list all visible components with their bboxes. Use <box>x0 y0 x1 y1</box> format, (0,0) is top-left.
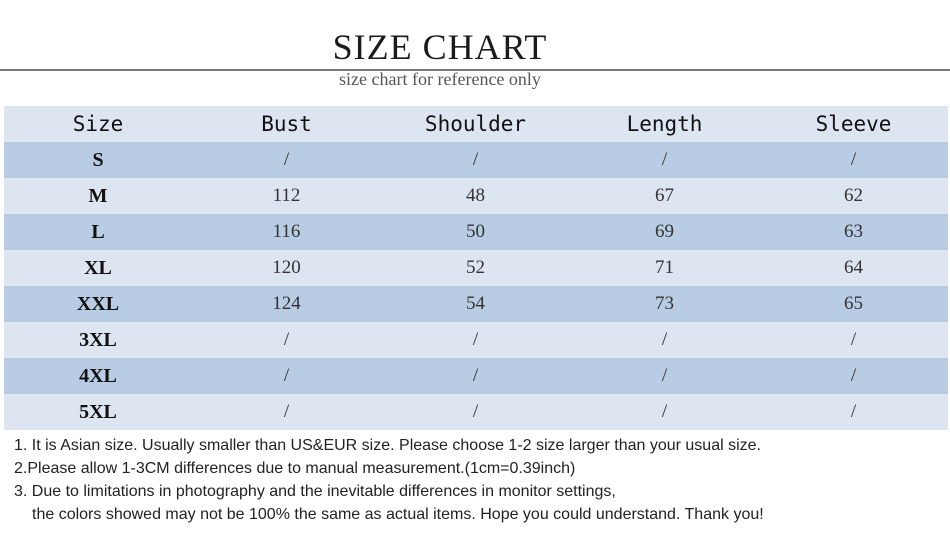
size-notes <box>14 434 934 526</box>
note-photography: 3. Due to limitations in photography and the inevitable differences in monitor settings, <box>14 483 616 500</box>
length-cell: / <box>661 365 668 386</box>
bust-cell: / <box>283 365 290 386</box>
length-cell: 73 <box>655 293 674 314</box>
table-header-row <box>4 106 948 142</box>
length-cell: 69 <box>655 221 674 242</box>
bust-cell: / <box>283 149 290 170</box>
sleeve-cell: 62 <box>844 185 863 206</box>
note-asian-size: 1. It is Asian size. Usually smaller than US&EUR size. Please choose 1-2 size larger than your usual size. <box>14 437 761 454</box>
column-header-sleeve: Sleeve <box>815 112 892 136</box>
sleeve-cell: 65 <box>844 293 863 314</box>
column-header-size: Size <box>72 112 124 136</box>
table-row <box>4 142 948 178</box>
size-cell: XL <box>84 256 112 279</box>
page-subtitle: size chart for reference only <box>339 69 541 89</box>
note-measurement-difference: 2.Please allow 1-3CM differences due to manual measurement.(1cm=0.39inch) <box>14 460 576 477</box>
table-row <box>4 178 948 214</box>
size-cell: 4XL <box>79 364 117 387</box>
table-row <box>4 286 948 322</box>
table-row <box>4 214 948 250</box>
sleeve-cell: 63 <box>844 221 863 242</box>
length-cell: 67 <box>655 185 674 206</box>
shoulder-cell: / <box>472 401 479 422</box>
shoulder-cell: 48 <box>466 185 485 206</box>
size-cell: L <box>91 220 105 243</box>
shoulder-cell: 50 <box>466 221 485 242</box>
bust-cell: 116 <box>272 221 301 242</box>
column-header-shoulder: Shoulder <box>424 112 527 136</box>
sleeve-cell: / <box>850 401 857 422</box>
bust-cell: / <box>283 401 290 422</box>
sleeve-cell: / <box>850 149 857 170</box>
table-row <box>4 322 948 358</box>
bust-cell: 112 <box>272 185 301 206</box>
table-row <box>4 250 948 286</box>
size-cell: M <box>88 184 108 207</box>
column-header-length: Length <box>626 112 703 136</box>
bust-cell: / <box>283 329 290 350</box>
table-row <box>4 394 948 430</box>
sleeve-cell: / <box>850 329 857 350</box>
length-cell: / <box>661 329 668 350</box>
note-colors: the colors showed may not be 100% the same as actual items. Hope you could understand. Thank you! <box>32 506 764 523</box>
column-header-bust: Bust <box>261 112 312 136</box>
size-table <box>4 106 948 430</box>
shoulder-cell: / <box>472 365 479 386</box>
shoulder-cell: / <box>472 329 479 350</box>
shoulder-cell: 52 <box>466 257 485 278</box>
shoulder-cell: / <box>472 149 479 170</box>
shoulder-cell: 54 <box>466 293 485 314</box>
size-cell: 3XL <box>79 328 117 351</box>
length-cell: / <box>661 401 668 422</box>
length-cell: / <box>661 149 668 170</box>
sleeve-cell: / <box>850 365 857 386</box>
bust-cell: 124 <box>272 293 301 314</box>
page-title: SIZE CHART <box>332 27 548 67</box>
size-cell: S <box>92 148 104 171</box>
size-cell: 5XL <box>79 400 117 423</box>
length-cell: 71 <box>655 257 674 278</box>
bust-cell: 120 <box>272 257 301 278</box>
table-row <box>4 358 948 394</box>
sleeve-cell: 64 <box>844 257 863 278</box>
size-cell: XXL <box>76 292 120 315</box>
